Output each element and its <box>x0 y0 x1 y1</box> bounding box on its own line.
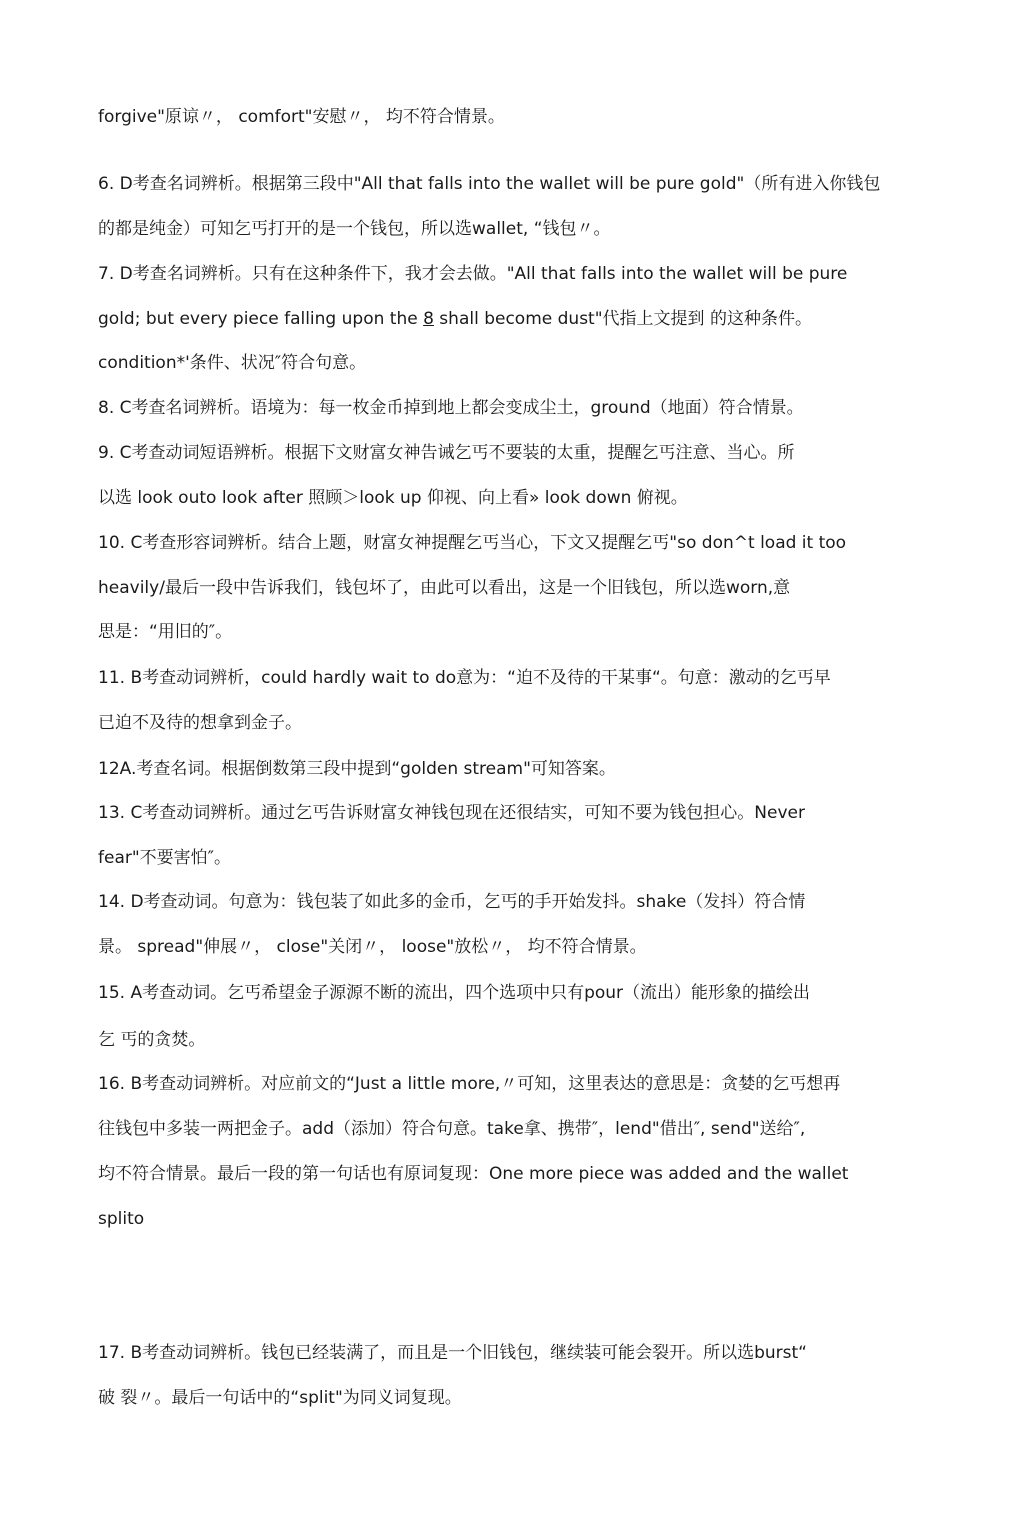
text-line: 14. D考查动词。句意为：钱包装了如此多的金币，乞丐的手开始发抖。shake（发抖）符合情 <box>98 892 806 912</box>
text-line: 9. C考查动词短语辨析。根据下文财富女神告诫乞丐不要装的太重，提醒乞丐注意、当心。所 <box>98 443 795 463</box>
text-segment: shall become dust"代指上文提到 的这种条件。 <box>433 309 812 329</box>
text-line: 17. B考查动词辨析。钱包已经装满了，而且是一个旧钱包，继续装可能会裂开。所以选burst“ <box>98 1343 807 1363</box>
text-line: 景。 spread"伸展〃， close"关闭〃， loose"放松〃， 均不符合情景。 <box>98 937 647 957</box>
text-line: 8. C考查名词辨析。语境为：每一枚金币掉到地上都会变成尘土，ground（地面）符合情景。 <box>98 398 804 418</box>
text-line: 15. A考查动词。乞丐希望金子源源不断的流出，四个选项中只有pour（流出）能形象的描绘出 <box>98 983 811 1003</box>
text-line: 7. D考查名词辨析。只有在这种条件下，我才会去做。"All that falls into the wallet will be pure <box>98 264 848 284</box>
underlined-number: 8 <box>423 309 434 329</box>
text-line: 10. C考查形容词辨析。结合上题，财富女神提醒乞丐当心，下文又提醒乞丐"so don^t load it too <box>98 533 847 553</box>
text-line: 破 裂〃。最后一句话中的“split"为同义词复现。 <box>98 1388 462 1408</box>
text-line: 均不符合情景。最后一段的第一句话也有原词复现：One more piece was added and the wallet <box>98 1164 849 1184</box>
text-line: 思是：“用旧的″。 <box>98 622 233 642</box>
text-line: forgive"原谅〃， comfort"安慰〃， 均不符合情景。 <box>98 107 505 127</box>
text-line: 16. B考查动词辨析。对应前文的“Just a little more,〃可知，这里表达的意思是：贪婪的乞丐想再 <box>98 1074 841 1094</box>
text-line: 12A.考查名词。根据倒数第三段中提到“golden stream"可知答案。 <box>98 759 616 779</box>
text-line: fear"不要害怕″。 <box>98 848 232 868</box>
text-line: condition*'条件、状况″符合句意。 <box>98 353 367 373</box>
text-line: 以选 look outo look after 照顾＞look up 仰视、向上看» look down 俯视。 <box>98 488 688 508</box>
text-line: 往钱包中多装一两把金子。add（添加）符合句意。take拿、携带″，lend"借出″, send"送给″, <box>98 1119 806 1139</box>
text-line: 6. D考查名词辨析。根据第三段中"All that falls into the wallet will be pure gold"（所有进入你钱包 <box>98 174 881 194</box>
text-line: splito <box>98 1209 145 1229</box>
text-line: 乞 丐的贪焚。 <box>98 1030 206 1050</box>
text-line <box>98 307 938 331</box>
text-line: 的都是纯金）可知乞丐打开的是一个钱包，所以选wallet, “钱包〃。 <box>98 219 611 239</box>
text-line: heavily/最后一段中告诉我们，钱包坏了，由此可以看出，这是一个旧钱包，所以选worn,意 <box>98 578 791 598</box>
text-line: 已迫不及待的想拿到金子。 <box>98 713 302 733</box>
text-line: 11. B考查动词辨析，could hardly wait to do意为：“迫不及待的干某事“。句意：激动的乞丐早 <box>98 668 831 688</box>
text-line: 13. C考查动词辨析。通过乞丐告诉财富女神钱包现在还很结实，可知不要为钱包担心。Never <box>98 803 805 823</box>
text-segment: gold; but every piece falling upon the <box>98 309 424 329</box>
